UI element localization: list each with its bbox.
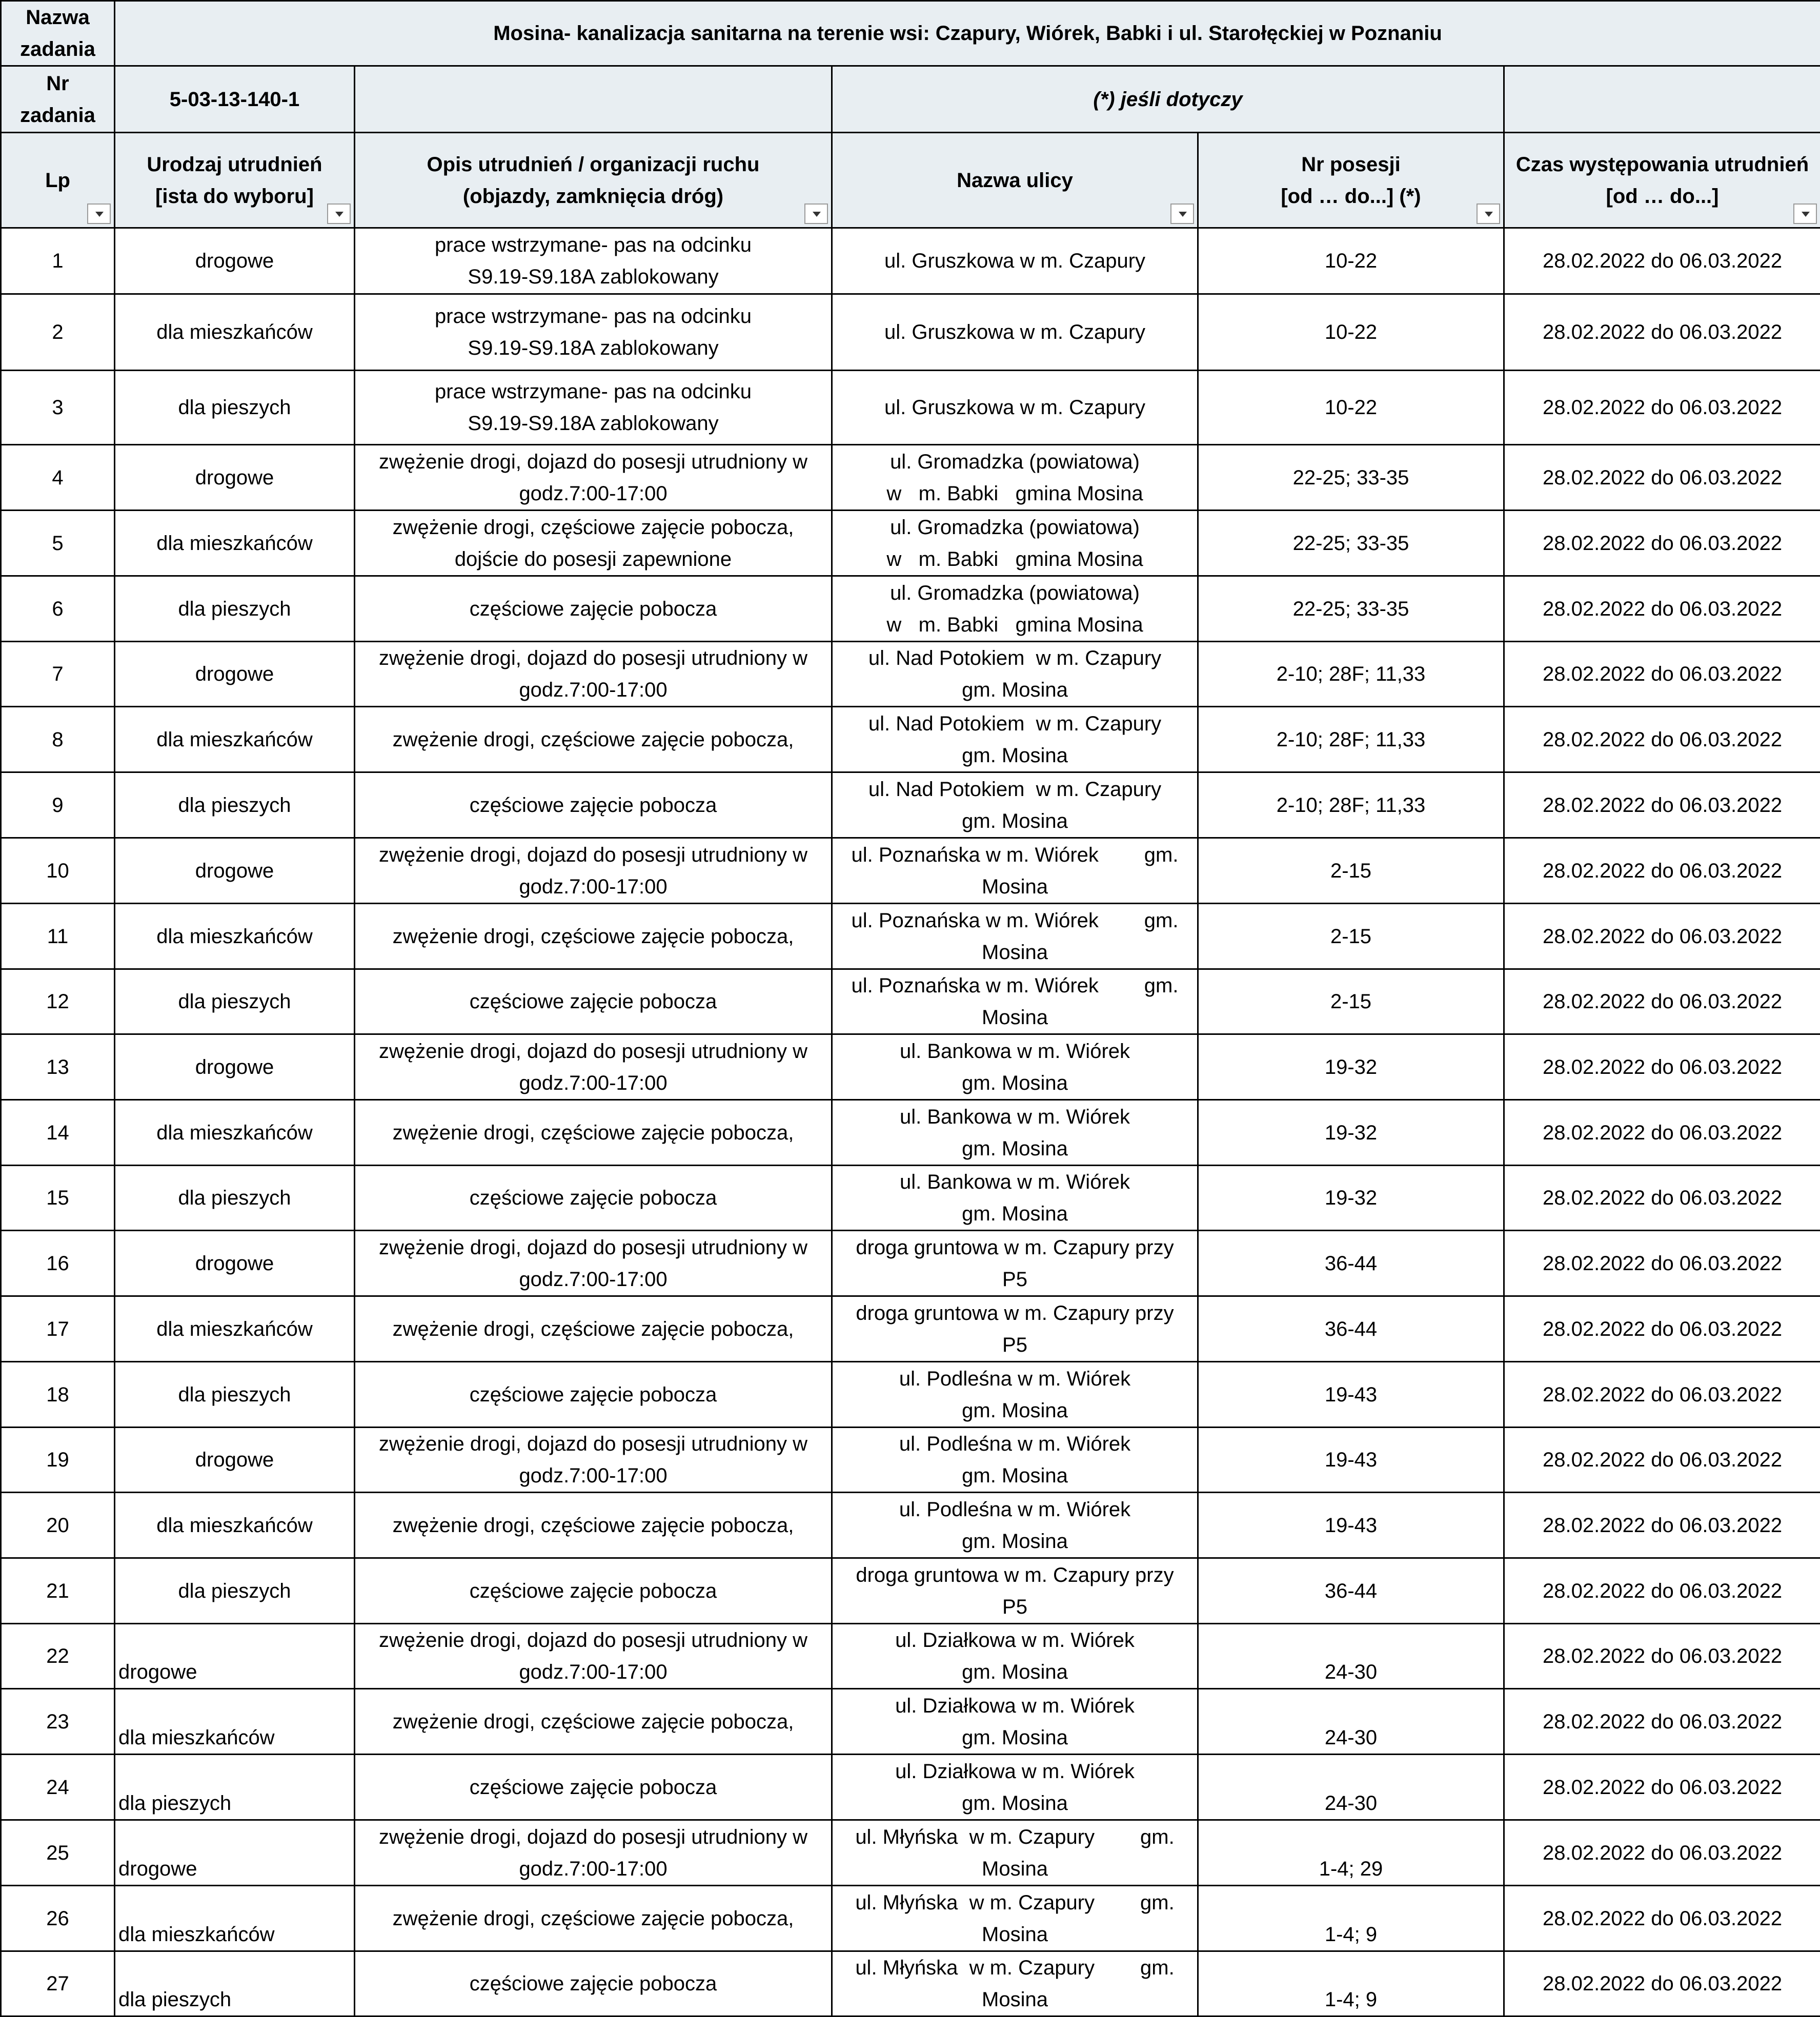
cell-time-period: 28.02.2022 do 06.03.2022 [1504,1166,1820,1231]
cell-lp: 6 [1,576,115,642]
cell-plot-number: 19-43 [1198,1428,1504,1493]
cell-street: ul. Podleśna w m. Wiórek gm. Mosina [832,1428,1198,1493]
cell-street: ul. Nad Potokiem w m. Czapury gm. Mosina [832,772,1198,838]
table-row [1,1624,1820,1689]
cell-street: ul. Młyńska w m. Czapury gm. Mosina [832,1820,1198,1886]
filter-dropdown-icon[interactable] [87,203,111,224]
table-row [1,1166,1820,1231]
cell-time-period: 28.02.2022 do 06.03.2022 [1504,904,1820,969]
cell-description: zwężenie drogi, częściowe zajęcie pobocza, [355,1493,832,1558]
cell-time-period: 28.02.2022 do 06.03.2022 [1504,1886,1820,1951]
column-header-plot [1198,133,1504,228]
column-header-description [355,133,832,228]
cell-disruption-type: dla pieszych [115,1362,355,1428]
table-row [1,1100,1820,1166]
cell-description: zwężenie drogi, częściowe zajęcie pobocza, [355,707,832,772]
cell-lp: 16 [1,1231,115,1296]
cell-disruption-type: drogowe [115,1624,355,1689]
cell-time-period: 28.02.2022 do 06.03.2022 [1504,1231,1820,1296]
cell-time-period: 28.02.2022 do 06.03.2022 [1504,1362,1820,1428]
cell-description: częściowe zajęcie pobocza [355,576,832,642]
table-row [1,1951,1820,2016]
cell-description: zwężenie drogi, dojazd do posesji utrudniony w godz.7:00-17:00 [355,642,832,707]
cell-lp: 21 [1,1558,115,1624]
filter-dropdown-icon[interactable] [1477,203,1500,224]
cell-street: ul. Poznańska w m. Wiórek gm. Mosina [832,969,1198,1034]
cell-plot-number: 36-44 [1198,1231,1504,1296]
task-number-label: Nr zadania [1,66,115,133]
cell-disruption-type: dla pieszych [115,371,355,445]
cell-time-period: 28.02.2022 do 06.03.2022 [1504,511,1820,576]
table-row [1,969,1820,1034]
cell-lp: 15 [1,1166,115,1231]
column-header-time [1504,133,1820,228]
table-row [1,642,1820,707]
cell-plot-number: 1-4; 29 [1198,1820,1504,1886]
table-row [1,707,1820,772]
task-number-row [1,66,1820,133]
cell-disruption-type: dla mieszkańców [115,904,355,969]
cell-street: ul. Gromadzka (powiatowa) w m. Babki gmina Mosina [832,511,1198,576]
table-row [1,1296,1820,1362]
cell-disruption-type: dla mieszkańców [115,1689,355,1755]
cell-description: zwężenie drogi, dojazd do posesji utrudniony w godz.7:00-17:00 [355,1231,832,1296]
cell-plot-number: 2-10; 28F; 11,33 [1198,707,1504,772]
filter-dropdown-icon[interactable] [804,203,828,224]
cell-disruption-type: drogowe [115,1231,355,1296]
cell-disruption-type: dla pieszych [115,1166,355,1231]
cell-street: droga gruntowa w m. Czapury przy P5 [832,1231,1198,1296]
cell-street: ul. Działkowa w m. Wiórek gm. Mosina [832,1689,1198,1755]
cell-plot-number: 24-30 [1198,1755,1504,1820]
cell-time-period: 28.02.2022 do 06.03.2022 [1504,294,1820,371]
table-row [1,1034,1820,1100]
cell-lp: 8 [1,707,115,772]
cell-street: ul. Podleśna w m. Wiórek gm. Mosina [832,1362,1198,1428]
cell-plot-number: 2-15 [1198,969,1504,1034]
table-row [1,904,1820,969]
cell-lp: 25 [1,1820,115,1886]
column-header-street-label: Nazwa ulicy [957,169,1073,192]
cell-plot-number: 10-22 [1198,228,1504,294]
task-number: 5-03-13-140-1 [115,66,355,133]
cell-lp: 27 [1,1951,115,2016]
cell-lp: 5 [1,511,115,576]
cell-description: zwężenie drogi, częściowe zajęcie pobocza, [355,1886,832,1951]
cell-lp: 11 [1,904,115,969]
cell-disruption-type: dla mieszkańców [115,1493,355,1558]
cell-street: ul. Gruszkowa w m. Czapury [832,371,1198,445]
cell-time-period: 28.02.2022 do 06.03.2022 [1504,969,1820,1034]
column-header-lp-label: Lp [45,169,70,192]
task-name-row [1,1,1820,66]
filter-dropdown-icon[interactable] [1170,203,1194,224]
table-row [1,1362,1820,1428]
cell-time-period: 28.02.2022 do 06.03.2022 [1504,1428,1820,1493]
cell-disruption-type: dla mieszkańców [115,707,355,772]
cell-street: ul. Bankowa w m. Wiórek gm. Mosina [832,1100,1198,1166]
cell-street: ul. Gromadzka (powiatowa) w m. Babki gmina Mosina [832,445,1198,511]
cell-disruption-type: dla mieszkańców [115,511,355,576]
cell-disruption-type: dla pieszych [115,576,355,642]
cell-plot-number: 19-43 [1198,1493,1504,1558]
cell-lp: 20 [1,1493,115,1558]
cell-disruption-type: dla pieszych [115,772,355,838]
cell-time-period: 28.02.2022 do 06.03.2022 [1504,1100,1820,1166]
table-row [1,1689,1820,1755]
cell-time-period: 28.02.2022 do 06.03.2022 [1504,1493,1820,1558]
cell-disruption-type: dla pieszych [115,1951,355,2016]
cell-time-period: 28.02.2022 do 06.03.2022 [1504,1951,1820,2016]
cell-plot-number: 22-25; 33-35 [1198,576,1504,642]
cell-plot-number: 2-15 [1198,838,1504,904]
empty-header-cell [1504,66,1820,133]
cell-time-period: 28.02.2022 do 06.03.2022 [1504,642,1820,707]
cell-street: ul. Młyńska w m. Czapury gm. Mosina [832,1951,1198,2016]
cell-disruption-type: dla mieszkańców [115,294,355,371]
cell-description: zwężenie drogi, częściowe zajęcie pobocza, [355,1689,832,1755]
cell-plot-number: 1-4; 9 [1198,1951,1504,2016]
cell-street: ul. Gromadzka (powiatowa) w m. Babki gmina Mosina [832,576,1198,642]
cell-description: częściowe zajęcie pobocza [355,1166,832,1231]
cell-disruption-type: drogowe [115,445,355,511]
cell-time-period: 28.02.2022 do 06.03.2022 [1504,445,1820,511]
table-row [1,1820,1820,1886]
column-header-type [115,133,355,228]
cell-description: prace wstrzymane- pas na odcinku S9.19-S9.18A zablokowany [355,228,832,294]
cell-time-period: 28.02.2022 do 06.03.2022 [1504,1820,1820,1886]
cell-description: częściowe zajęcie pobocza [355,1755,832,1820]
table-row [1,294,1820,371]
cell-lp: 1 [1,228,115,294]
cell-description: zwężenie drogi, częściowe zajęcie pobocza, [355,1100,832,1166]
cell-plot-number: 19-32 [1198,1100,1504,1166]
cell-time-period: 28.02.2022 do 06.03.2022 [1504,772,1820,838]
cell-plot-number: 19-43 [1198,1362,1504,1428]
table-row [1,371,1820,445]
cell-disruption-type: drogowe [115,1428,355,1493]
cell-street: ul. Gruszkowa w m. Czapury [832,228,1198,294]
empty-header-cell [355,66,832,133]
filter-dropdown-icon[interactable] [1793,203,1817,224]
cell-street: ul. Działkowa w m. Wiórek gm. Mosina [832,1624,1198,1689]
cell-street: ul. Młyńska w m. Czapury gm. Mosina [832,1886,1198,1951]
cell-description: częściowe zajęcie pobocza [355,1558,832,1624]
cell-plot-number: 2-15 [1198,904,1504,969]
cell-street: droga gruntowa w m. Czapury przy P5 [832,1296,1198,1362]
cell-lp: 12 [1,969,115,1034]
column-header-plot-label: Nr posesji [od … do...] (*) [1281,153,1421,208]
column-header-lp [1,133,115,228]
cell-plot-number: 19-32 [1198,1166,1504,1231]
cell-street: ul. Bankowa w m. Wiórek gm. Mosina [832,1166,1198,1231]
table-row [1,228,1820,294]
cell-disruption-type: dla pieszych [115,1755,355,1820]
cell-description: prace wstrzymane- pas na odcinku S9.19-S9.18A zablokowany [355,294,832,371]
table-row [1,838,1820,904]
cell-disruption-type: dla mieszkańców [115,1886,355,1951]
table-row [1,1755,1820,1820]
cell-lp: 17 [1,1296,115,1362]
cell-disruption-type: drogowe [115,1820,355,1886]
column-header-street [832,133,1198,228]
cell-plot-number: 19-32 [1198,1034,1504,1100]
cell-disruption-type: drogowe [115,228,355,294]
cell-time-period: 28.02.2022 do 06.03.2022 [1504,228,1820,294]
cell-plot-number: 36-44 [1198,1558,1504,1624]
column-header-row [1,133,1820,228]
cell-description: zwężenie drogi, dojazd do posesji utrudniony w godz.7:00-17:00 [355,445,832,511]
cell-lp: 24 [1,1755,115,1820]
cell-time-period: 28.02.2022 do 06.03.2022 [1504,1296,1820,1362]
cell-street: ul. Poznańska w m. Wiórek gm. Mosina [832,904,1198,969]
cell-disruption-type: dla mieszkańców [115,1296,355,1362]
cell-description: zwężenie drogi, dojazd do posesji utrudniony w godz.7:00-17:00 [355,838,832,904]
table-row [1,1886,1820,1951]
cell-description: częściowe zajęcie pobocza [355,772,832,838]
cell-lp: 10 [1,838,115,904]
cell-plot-number: 2-10; 28F; 11,33 [1198,642,1504,707]
cell-description: zwężenie drogi, częściowe zajęcie pobocza, dojście do posesji zapewnione [355,511,832,576]
footnote-note: (*) jeśli dotyczy [832,66,1504,133]
cell-description: zwężenie drogi, częściowe zajęcie pobocza, [355,1296,832,1362]
cell-description: zwężenie drogi, częściowe zajęcie pobocza, [355,904,832,969]
cell-time-period: 28.02.2022 do 06.03.2022 [1504,371,1820,445]
cell-lp: 9 [1,772,115,838]
table-row [1,1558,1820,1624]
cell-description: zwężenie drogi, dojazd do posesji utrudniony w godz.7:00-17:00 [355,1034,832,1100]
table-row [1,445,1820,511]
table-row [1,511,1820,576]
cell-description: zwężenie drogi, dojazd do posesji utrudniony w godz.7:00-17:00 [355,1820,832,1886]
cell-disruption-type: drogowe [115,838,355,904]
cell-time-period: 28.02.2022 do 06.03.2022 [1504,1755,1820,1820]
table-row [1,1231,1820,1296]
cell-lp: 7 [1,642,115,707]
column-header-type-label: Urodzaj utrudnień [ista do wyboru] [147,153,322,208]
cell-description: częściowe zajęcie pobocza [355,969,832,1034]
cell-description: częściowe zajęcie pobocza [355,1362,832,1428]
table-row [1,576,1820,642]
cell-lp: 18 [1,1362,115,1428]
task-name-label: Nazwa zadania [1,1,115,66]
cell-lp: 3 [1,371,115,445]
cell-lp: 19 [1,1428,115,1493]
cell-description: zwężenie drogi, dojazd do posesji utrudniony w godz.7:00-17:00 [355,1428,832,1493]
cell-plot-number: 1-4; 9 [1198,1886,1504,1951]
cell-time-period: 28.02.2022 do 06.03.2022 [1504,1558,1820,1624]
cell-lp: 2 [1,294,115,371]
cell-plot-number: 22-25; 33-35 [1198,445,1504,511]
cell-disruption-type: drogowe [115,642,355,707]
column-header-time-label: Czas występowania utrudnień [od … do...] [1516,153,1809,208]
cell-street: droga gruntowa w m. Czapury przy P5 [832,1558,1198,1624]
cell-description: częściowe zajęcie pobocza [355,1951,832,2016]
filter-dropdown-icon[interactable] [327,203,351,224]
cell-street: ul. Nad Potokiem w m. Czapury gm. Mosina [832,707,1198,772]
cell-disruption-type: dla pieszych [115,969,355,1034]
cell-lp: 23 [1,1689,115,1755]
task-name: Mosina- kanalizacja sanitarna na terenie wsi: Czapury, Wiórek, Babki i ul. Starołęckiej w Poznaniu [115,1,1820,66]
cell-time-period: 28.02.2022 do 06.03.2022 [1504,576,1820,642]
cell-street: ul. Bankowa w m. Wiórek gm. Mosina [832,1034,1198,1100]
cell-time-period: 28.02.2022 do 06.03.2022 [1504,1034,1820,1100]
cell-disruption-type: dla mieszkańców [115,1100,355,1166]
cell-plot-number: 2-10; 28F; 11,33 [1198,772,1504,838]
cell-lp: 4 [1,445,115,511]
cell-lp: 14 [1,1100,115,1166]
table-row [1,1428,1820,1493]
cell-plot-number: 22-25; 33-35 [1198,511,1504,576]
cell-street: ul. Nad Potokiem w m. Czapury gm. Mosina [832,642,1198,707]
cell-time-period: 28.02.2022 do 06.03.2022 [1504,707,1820,772]
cell-lp: 22 [1,1624,115,1689]
cell-disruption-type: dla pieszych [115,1558,355,1624]
cell-plot-number: 36-44 [1198,1296,1504,1362]
cell-plot-number: 24-30 [1198,1624,1504,1689]
cell-street: ul. Działkowa w m. Wiórek gm. Mosina [832,1755,1198,1820]
table-row [1,772,1820,838]
cell-street: ul. Gruszkowa w m. Czapury [832,294,1198,371]
cell-time-period: 28.02.2022 do 06.03.2022 [1504,1689,1820,1755]
cell-plot-number: 10-22 [1198,294,1504,371]
cell-lp: 13 [1,1034,115,1100]
cell-lp: 26 [1,1886,115,1951]
cell-plot-number: 24-30 [1198,1689,1504,1755]
table-row [1,1493,1820,1558]
cell-street: ul. Podleśna w m. Wiórek gm. Mosina [832,1493,1198,1558]
cell-street: ul. Poznańska w m. Wiórek gm. Mosina [832,838,1198,904]
column-header-description-label: Opis utrudnień / organizacji ruchu (objazdy, zamknięcia dróg) [427,153,760,208]
cell-description: prace wstrzymane- pas na odcinku S9.19-S9.18A zablokowany [355,371,832,445]
cell-description: zwężenie drogi, dojazd do posesji utrudniony w godz.7:00-17:00 [355,1624,832,1689]
cell-plot-number: 10-22 [1198,371,1504,445]
cell-time-period: 28.02.2022 do 06.03.2022 [1504,1624,1820,1689]
cell-disruption-type: drogowe [115,1034,355,1100]
cell-time-period: 28.02.2022 do 06.03.2022 [1504,838,1820,904]
